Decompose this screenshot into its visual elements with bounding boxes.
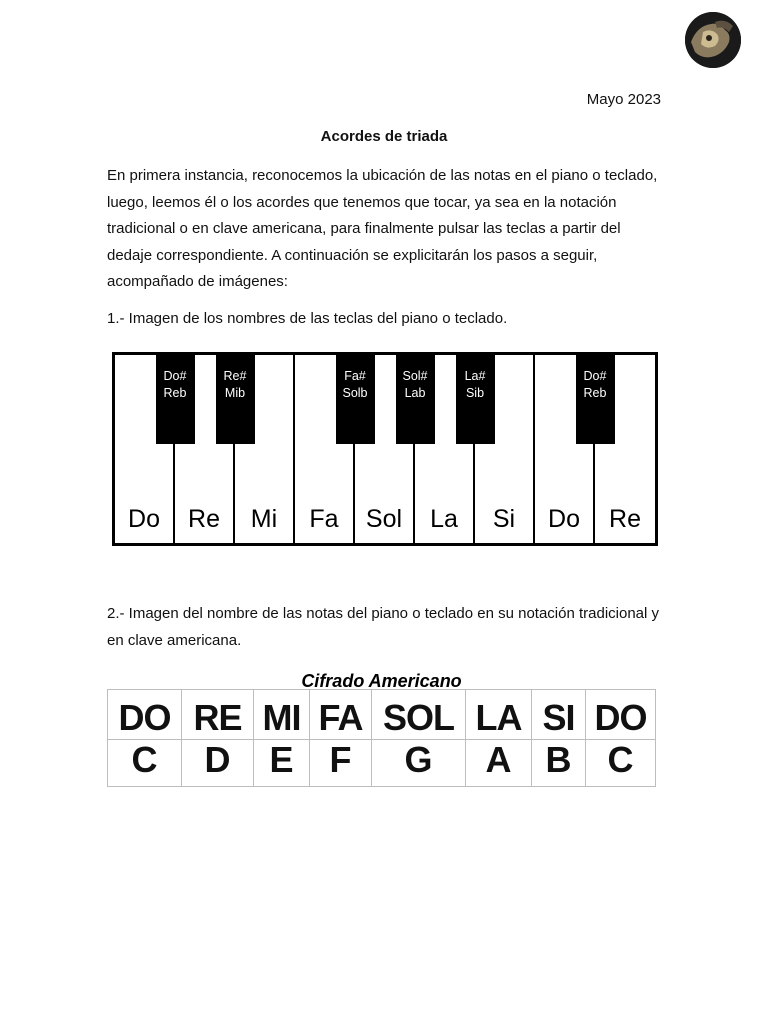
american-letter: F (329, 739, 352, 780)
white-key-label: Sol (365, 505, 403, 533)
avatar-image (685, 12, 741, 68)
black-key (336, 355, 375, 444)
cifrado-grid (107, 689, 656, 787)
black-key-sharp-label: Sol# (402, 369, 428, 383)
black-key-flat-label: Sib (465, 386, 485, 400)
american-letter: G (404, 739, 433, 780)
black-key-sharp-label: Do# (583, 369, 607, 383)
black-key-flat-label: Mib (224, 386, 246, 400)
cifrado-column (254, 690, 310, 786)
cifrado-column (586, 690, 655, 786)
document-date: Mayo 2023 (586, 91, 661, 108)
black-key-sharp-label: Do# (163, 369, 187, 383)
white-key-label: Do (548, 505, 580, 533)
american-letter: D (204, 739, 231, 780)
solfege-note: RE (193, 697, 242, 738)
white-key-label: Fa (309, 505, 339, 533)
black-key-sharp-label: La# (464, 369, 486, 383)
black-key (216, 355, 255, 444)
cifrado-column (182, 690, 254, 786)
american-letter: C (607, 739, 634, 780)
cifrado-column (108, 690, 182, 786)
cifrado-column (310, 690, 372, 786)
american-letter: B (545, 739, 572, 780)
solfege-note: DO (118, 697, 171, 738)
step-2-caption: 2.- Imagen del nombre de las notas del piano o teclado en su notación tradicional y en clave americana. (107, 605, 660, 649)
solfege-note: FA (318, 697, 363, 738)
cifrado-column (466, 690, 532, 786)
black-key (396, 355, 435, 444)
intro-paragraph: En primera instancia, reconocemos la ubicación de las notas en el piano o teclado, luego, leemos él o los acordes que tenemos que tocar, ya sea en la notación tradicional o en clave americana, para finalmente pulsar las teclas a partir del dedaje correspondiente. A continuación se explicitarán los pasos a seguir, acompañado de imágenes: (107, 167, 658, 290)
cifrado-column (372, 690, 466, 786)
step-1-caption: 1.- Imagen de los nombres de las teclas del piano o teclado. (107, 310, 508, 327)
solfege-note: LA (475, 697, 522, 738)
white-key-label: Mi (250, 505, 278, 533)
black-key (456, 355, 495, 444)
solfege-note: SOL (382, 697, 454, 738)
cifrado-americano-table (107, 667, 656, 788)
white-key-label: Si (492, 505, 516, 533)
black-key-sharp-label: Re# (223, 369, 247, 383)
solfege-note: DO (594, 697, 647, 738)
black-key-sharp-label: Fa# (344, 369, 366, 383)
white-key-label: Re (188, 505, 220, 533)
cifrado-column (532, 690, 586, 786)
american-letter: A (485, 739, 512, 780)
black-key-flat-label: Reb (163, 386, 187, 400)
document-title: Acordes de triada (320, 128, 448, 145)
american-letter: C (131, 739, 158, 780)
white-key-label: La (430, 505, 458, 533)
profile-avatar[interactable] (685, 12, 741, 68)
american-letter: E (269, 739, 294, 780)
black-key-flat-label: Reb (583, 386, 607, 400)
white-key-label: Re (609, 505, 641, 533)
solfege-note: SI (542, 697, 575, 738)
black-key-flat-label: Solb (342, 386, 368, 400)
black-key-flat-label: Lab (404, 386, 426, 400)
black-key (156, 355, 195, 444)
white-key-label: Do (128, 505, 160, 533)
cifrado-title: Cifrado Americano (301, 671, 462, 691)
black-key (576, 355, 615, 444)
solfege-note: MI (262, 697, 301, 738)
piano-keyboard-image (112, 352, 658, 546)
